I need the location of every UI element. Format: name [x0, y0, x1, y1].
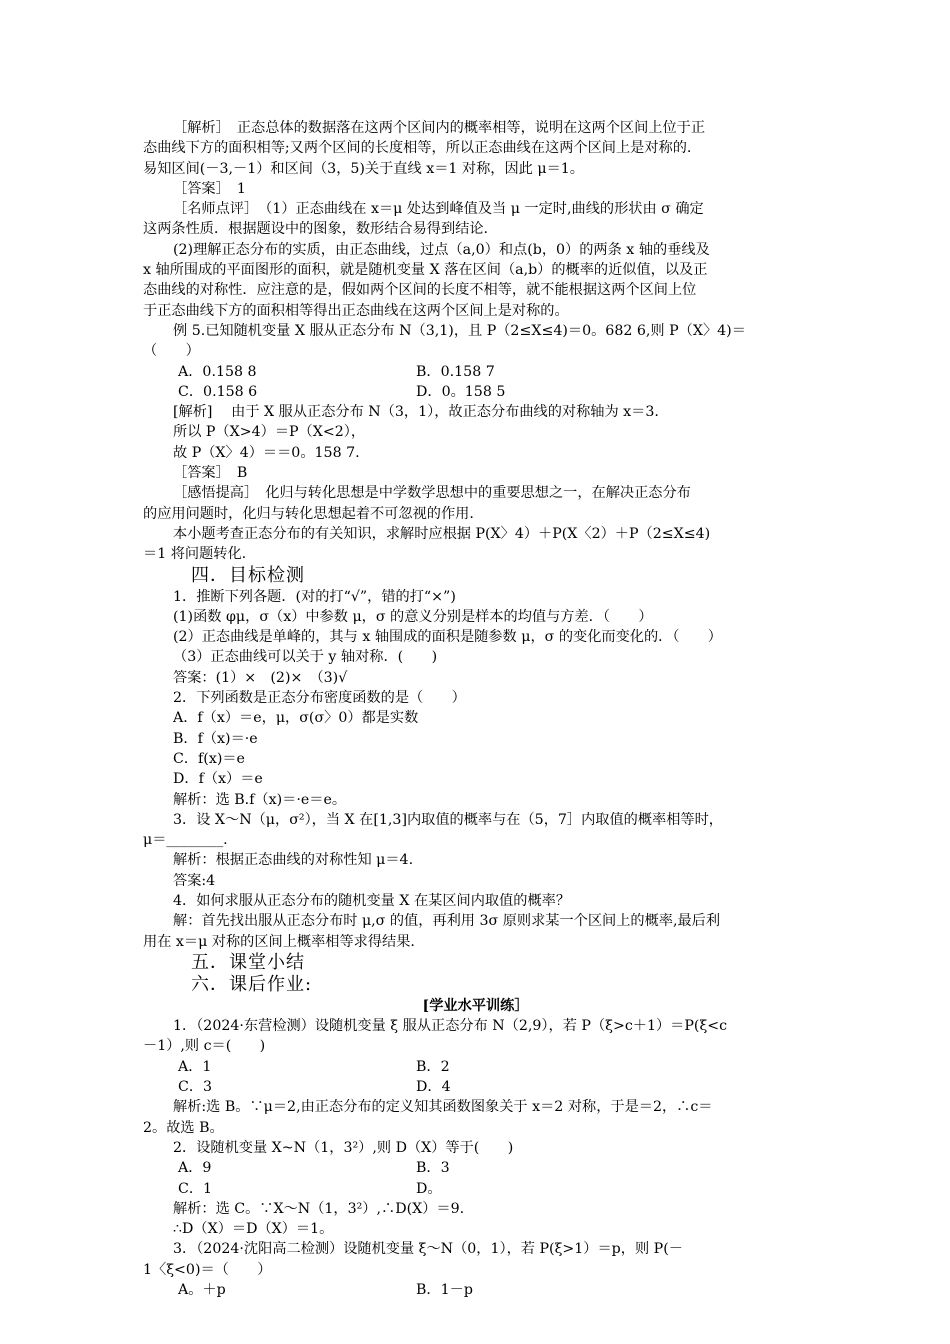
analysis-line: （ ）: [143, 343, 200, 360]
analysis-line: x 轴所围成的平面图形的面积，就是随机变量 X 落在区间（a,b）的概率的近似值，以及正: [143, 262, 708, 279]
question3-option-row: [143, 1280, 808, 1300]
practice-title: [学业水平训练］: [422, 997, 529, 1014]
target-test-line: 答案：(1）× (2)× （3)√: [173, 669, 348, 686]
target-test-line: 4．如何求服从正态分布的随机变量 X 在某区间内取值的概率？: [173, 892, 571, 909]
question3-line: 3．（2024·沈阳高二检测）设随机变量 ξ～N（0，1），若 P(ξ>1）＝p，则 P(－: [173, 1241, 683, 1258]
question2-option: A．9: [178, 1160, 212, 1177]
solution-line: ＝1 将问题转化.: [143, 546, 247, 563]
solution-line: [解析] 由于 X 服从正态分布 N（3，1），故正态分布曲线的对称轴为 x＝3.: [173, 404, 659, 421]
analysis-line: 态曲线下方的面积相等;又两个区间的长度相等，所以正态曲线在这两个区间上是对称的.: [143, 140, 692, 157]
example5-option: C．0.158 6: [178, 383, 258, 400]
question2-line: 解析:选 B。∵μ＝2,由正态分布的定义知其函数图象关于 x＝2 对称，于是＝2，∴c＝: [173, 1099, 713, 1116]
solution-line: 所以 P（X>4）＝P（X<2），: [173, 424, 366, 441]
target-test-line: 2．下列函数是正态分布密度函数的是（ ）: [173, 690, 466, 707]
question2-line: 2．设随机变量 X~N（1，3²）,则 D（X）等于( ): [173, 1139, 514, 1156]
question2-option: C．1: [178, 1180, 213, 1197]
example5-option-row: [143, 362, 808, 382]
target-test-line: 用在 x＝μ 对称的区间上概率相等求得结果.: [143, 933, 415, 950]
solution-line: ［感悟提高］ 化归与转化思想是中学数学思想中的重要思想之一，在解决正态分布: [173, 485, 691, 502]
analysis-line: ［名师点评］ （1）正态曲线在 x＝μ 处达到峰值及当 μ 一定时,曲线的形状由 σ 确定: [173, 201, 704, 218]
analysis-line: 例 5.已知随机变量 X 服从正态分布 N（3,1)，且 P（2≤X≤4)＝0。682 6,则 P（X〉4)＝: [173, 322, 746, 339]
target-test-line: C．f(x)＝e: [173, 750, 245, 767]
target-test-line: μ＝________.: [143, 832, 228, 849]
question2-option-row: [143, 1158, 808, 1178]
question1-option: A．1: [178, 1058, 212, 1075]
question1-line: 1．（2024·东营检测）设随机变量 ξ 服从正态分布 N（2,9），若 P（ξ>c＋1）＝P(ξ<c: [173, 1018, 728, 1035]
question1-option-row: [143, 1077, 808, 1097]
solution-line: 故 P（X〉4）＝＝0。158 7.: [173, 444, 360, 461]
analysis-line: ［解析］ 正态总体的数据落在这两个区间内的概率相等，说明在这两个区间上位于正: [173, 120, 706, 136]
question3-line: ∴D（X）＝D（X）＝1。: [173, 1221, 334, 1238]
target-test-line: 答案:4: [173, 872, 216, 889]
target-test-line: A．f（x）＝e，μ，σ(σ〉0）都是实数: [173, 710, 419, 727]
target-test-line: 1．推断下列各题．(对的打“√”，错的打“×”): [173, 588, 456, 605]
target-test-line: 3．设 X～N（μ，σ²），当 X 在[1,3]内取值的概率与在（5，7］内取值的概率相等时，: [173, 811, 723, 828]
document-page: [143, 118, 808, 1300]
question3-option: A。＋p: [178, 1282, 226, 1299]
example5-option: B．0.158 7: [416, 363, 495, 380]
question1-option-row: [143, 1057, 808, 1077]
analysis-line: 易知区间(－3,－1）和区间（3，5)关于直线 x＝1 对称，因此 μ＝1。: [143, 160, 584, 177]
section-heading-6: 六．课后作业:: [191, 973, 313, 995]
target-test-line: （3）正态曲线可以关于 y 轴对称．( ): [173, 649, 438, 666]
target-test-line: B．f（x)＝·e: [173, 730, 258, 747]
target-test-line: 解：首先找出服从正态分布时 μ,σ 的值，再利用 3σ 原则求某一个区间上的概率,最后利: [173, 913, 721, 930]
question3-line: 1〈ξ<0)＝（ ）: [143, 1261, 272, 1278]
solution-line: 的应用问题时，化归与转化思想起着不可忽视的作用.: [143, 505, 474, 522]
target-test-line: D．f（x）＝e: [173, 771, 263, 788]
section-heading-5: 五．课堂小结: [191, 951, 305, 973]
section-heading-4: 四．目标检测: [191, 564, 305, 586]
question2-option-row: [143, 1179, 808, 1199]
example5-option-row: [143, 382, 808, 402]
question1-option: B．2: [416, 1058, 450, 1075]
question1-option: C．3: [178, 1079, 213, 1096]
question3-option: B．1－p: [416, 1282, 473, 1299]
question1-line: －1）,则 c＝( ): [143, 1038, 266, 1055]
question1-option: D．4: [416, 1079, 451, 1096]
question2-line: 2。故选 B。: [143, 1119, 224, 1136]
analysis-line: 于正态曲线下方的面积相等得出正态曲线在这两个区间上是对称的。: [143, 302, 569, 319]
analysis-line: 态曲线的对称性．应注意的是，假如两个区间的长度不相等，就不能根据这两个区间上位: [143, 282, 697, 299]
analysis-line: ［答案］ 1: [173, 180, 246, 197]
analysis-line: 这两条性质．根据题设中的图象，数形结合易得到结论.: [143, 221, 489, 238]
analysis-line: (2)理解正态分布的实质，由正态曲线，过点（a,0）和点(b，0）的两条 x 轴的垂线及: [173, 241, 710, 258]
example5-option: A．0.158 8: [178, 363, 257, 380]
target-test-line: 解析：选 B.f（x)＝·e＝e。: [173, 791, 347, 808]
solution-line: ［答案］ B: [173, 465, 248, 482]
target-test-line: (1)函数 φμ，σ（x）中参数 μ，σ 的意义分别是样本的均值与方差．（ ）: [173, 608, 653, 625]
question2-option: D。: [416, 1180, 442, 1197]
solution-line: 本小题考查正态分布的有关知识，求解时应根据 P(X〉4）＋P(X〈2）＋P（2≤X≤4): [173, 525, 711, 542]
target-test-line: 解析：根据正态曲线的对称性知 μ＝4.: [173, 852, 414, 869]
question2-option: B．3: [416, 1160, 450, 1177]
example5-option: D．0。158 5: [416, 383, 506, 400]
question3-line: 解析：选 C。∵X～N（1，3²）,∴D(X）＝9.: [173, 1200, 465, 1217]
target-test-line: (2）正态曲线是单峰的，其与 x 轴围成的面积是随参数 μ，σ 的变化而变化的．（ ）: [173, 629, 722, 646]
